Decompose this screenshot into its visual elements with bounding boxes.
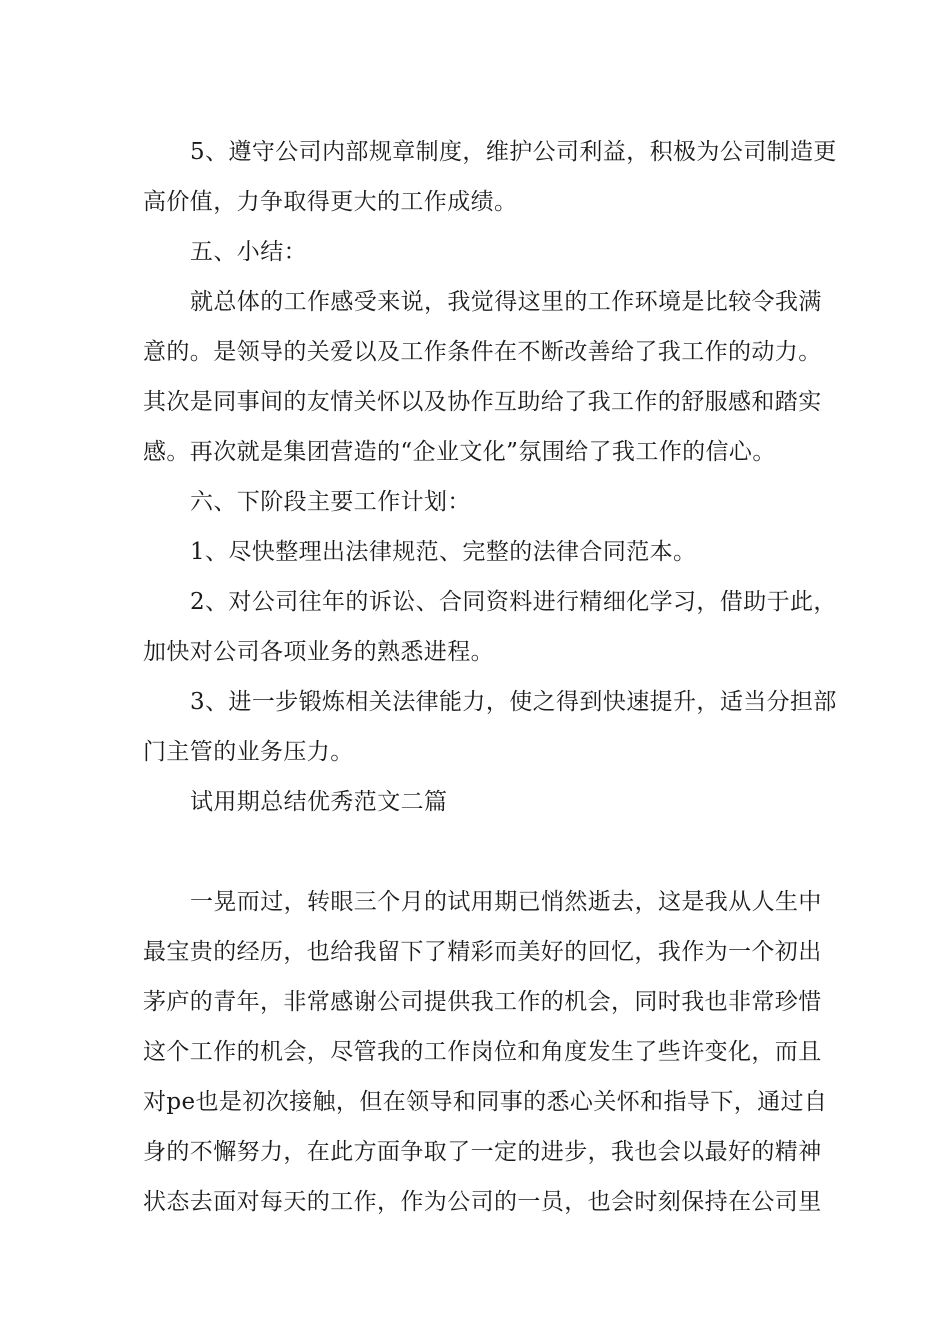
text-line: 就总体的工作感受来说，我觉得这里的工作环境是比较令我满 — [190, 289, 822, 315]
section-heading: 六、下阶段主要工作计划： — [190, 489, 471, 515]
text-line: 意的。是领导的关爱以及工作条件在不断改善给了我工作的动力。 — [143, 339, 822, 365]
text-line: 这个工作的机会，尽管我的工作岗位和角度发生了些许变化，而且 — [143, 1039, 822, 1065]
text-line: 最宝贵的经历，也给我留下了精彩而美好的回忆，我作为一个初出 — [143, 939, 822, 965]
text-line: 身的不懈努力，在此方面争取了一定的进步，我也会以最好的精神 — [143, 1139, 822, 1165]
list-item: 2、对公司往年的诉讼、合同资料进行精细化学习，借助于此， — [190, 589, 837, 615]
text-line: 门主管的业务压力。 — [143, 739, 354, 765]
list-item: 1、尽快整理出法律规范、完整的法律合同范本。 — [190, 539, 697, 565]
section-heading: 五、小结： — [190, 239, 307, 265]
text-line: 对pe也是初次接触，但在领导和同事的悉心关怀和指导下，通过自 — [143, 1089, 828, 1115]
list-item: 3、进一步锻炼相关法律能力，使之得到快速提升，适当分担部 — [190, 689, 837, 715]
text-line: 高价值，力争取得更大的工作成绩。 — [143, 189, 518, 215]
text-line: 感。再次就是集团营造的“企业文化”氛围给了我工作的信心。 — [143, 439, 776, 465]
text-line: 其次是同事间的友情关怀以及协作互助给了我工作的舒服感和踏实 — [143, 389, 822, 415]
text-line: 状态去面对每天的工作，作为公司的一员，也会时刻保持在公司里 — [143, 1189, 822, 1215]
text-line: 一晃而过，转眼三个月的试用期已悄然逝去，这是我从人生中 — [190, 889, 822, 915]
text-line: 5、遵守公司内部规章制度，维护公司利益，积极为公司制造更 — [190, 139, 837, 165]
text-line: 加快对公司各项业务的熟悉进程。 — [143, 639, 494, 665]
text-line: 茅庐的青年，非常感谢公司提供我工作的机会，同时我也非常珍惜 — [143, 989, 822, 1015]
article-title: 试用期总结优秀范文二篇 — [190, 789, 448, 815]
